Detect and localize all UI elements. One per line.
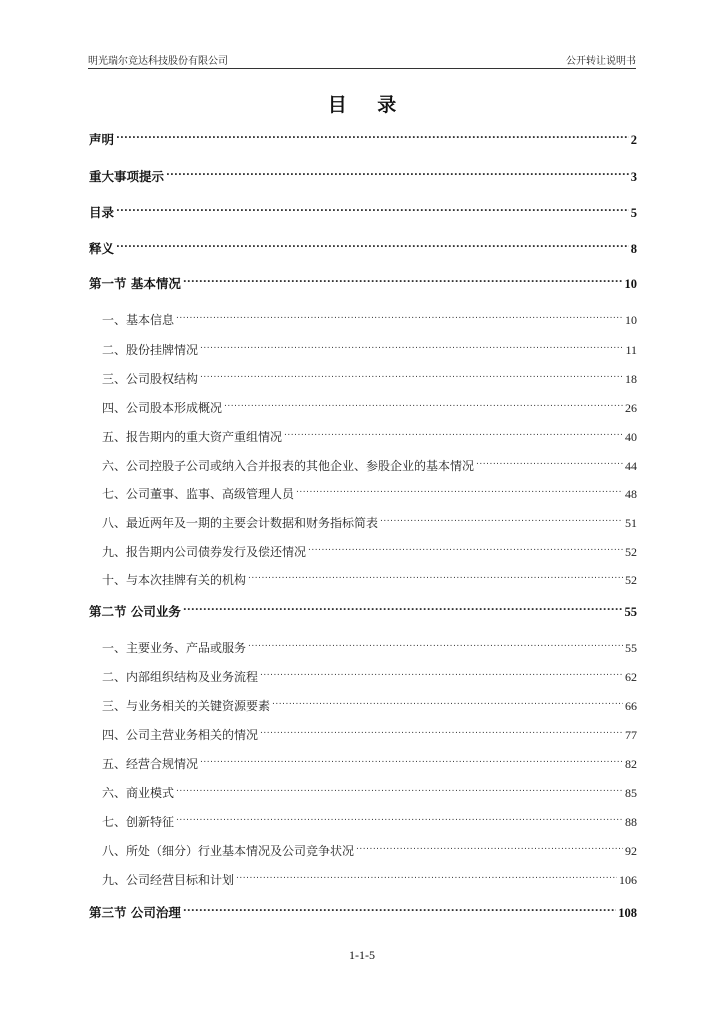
toc-entry[interactable] xyxy=(89,810,637,830)
toc-entry-label: 二、内部组织结构及业务流程 xyxy=(102,670,259,684)
toc-leader-dots xyxy=(176,308,623,324)
toc-leader-dots xyxy=(380,511,623,527)
toc-leader-dots xyxy=(224,396,623,412)
toc-entry-page: 44 xyxy=(625,459,637,473)
toc-entry-label: 一、主要业务、产品或服务 xyxy=(102,641,247,655)
toc-entry-label: 第二节 公司业务 xyxy=(89,604,181,619)
toc-entry[interactable] xyxy=(89,308,637,328)
toc-entry[interactable] xyxy=(89,482,637,502)
toc-entry[interactable] xyxy=(89,752,637,772)
toc-entry-label: 八、最近两年及一期的主要会计数据和财务指标简表 xyxy=(102,516,379,530)
toc-entry-page: 26 xyxy=(625,401,637,415)
toc-leader-dots xyxy=(116,128,629,144)
toc-entry-label: 七、公司董事、监事、高级管理人员 xyxy=(102,487,295,501)
toc-entry[interactable] xyxy=(89,540,637,560)
toc-entry-page: 88 xyxy=(625,815,637,829)
toc-entry-label: 九、公司经营目标和计划 xyxy=(102,873,235,887)
toc-entry[interactable] xyxy=(89,338,637,358)
toc-leader-dots xyxy=(284,425,623,441)
toc-leader-dots xyxy=(260,665,623,681)
page-number: 1-1-5 xyxy=(349,948,375,962)
toc-leader-dots xyxy=(166,165,629,181)
toc-entry-page: 48 xyxy=(625,487,637,501)
toc-entry-page: 55 xyxy=(624,605,637,619)
toc-leader-dots xyxy=(476,454,623,470)
toc-entry[interactable] xyxy=(89,128,637,148)
toc-entry-page: 77 xyxy=(625,728,637,742)
toc-leader-dots xyxy=(176,810,623,826)
toc-entry-page: 106 xyxy=(619,873,637,887)
toc-leader-dots xyxy=(176,781,623,797)
toc-entry[interactable] xyxy=(89,665,637,685)
toc-entry-label: 四、公司股本形成概况 xyxy=(102,401,223,415)
toc-entry-page: 82 xyxy=(625,757,637,771)
toc-entry[interactable] xyxy=(89,396,637,416)
toc-entry-page: 8 xyxy=(630,242,637,256)
toc-entry-label: 二、股份挂牌情况 xyxy=(102,343,199,357)
toc-entry[interactable] xyxy=(89,425,637,445)
toc-leader-dots xyxy=(183,272,623,288)
toc-entry[interactable] xyxy=(89,511,637,531)
toc-leader-dots xyxy=(308,540,623,556)
toc-entry-page: 10 xyxy=(624,277,637,291)
toc-entry-label: 释义 xyxy=(89,241,115,256)
toc-entry-label: 一、基本信息 xyxy=(102,313,175,327)
toc-entry-page: 92 xyxy=(625,844,637,858)
page-header xyxy=(88,52,636,69)
toc-entry-label: 六、商业模式 xyxy=(102,786,175,800)
toc-entry-label: 三、公司股权结构 xyxy=(102,372,199,386)
toc-entry-label: 五、报告期内的重大资产重组情况 xyxy=(102,430,283,444)
toc-leader-dots xyxy=(200,367,623,383)
toc-entry[interactable] xyxy=(89,694,637,714)
toc-entry[interactable] xyxy=(89,600,637,620)
toc-entry[interactable] xyxy=(89,454,637,474)
toc-leader-dots xyxy=(183,600,623,616)
toc-entry-page: 108 xyxy=(618,906,637,920)
toc-leader-dots xyxy=(356,839,623,855)
toc-entry-page: 52 xyxy=(625,573,637,587)
toc-entry[interactable] xyxy=(89,839,637,859)
toc-entry-label: 五、经营合规情况 xyxy=(102,757,199,771)
toc-entry-page: 40 xyxy=(625,430,637,444)
toc-entry-label: 十、与本次挂牌有关的机构 xyxy=(102,573,247,587)
toc-entry-label: 第一节 基本情况 xyxy=(89,276,181,291)
toc-entry[interactable] xyxy=(89,272,637,292)
toc-entry-label: 重大事项提示 xyxy=(89,169,165,184)
toc-leader-dots xyxy=(248,568,623,584)
toc-entry-label: 三、与业务相关的关键资源要素 xyxy=(102,699,271,713)
toc-entry-page: 3 xyxy=(630,170,637,184)
toc-entry-label: 目录 xyxy=(89,205,115,220)
toc-entry-label: 四、公司主营业务相关的情况 xyxy=(102,728,259,742)
toc-leader-dots xyxy=(236,868,617,884)
toc-leader-dots xyxy=(272,694,623,710)
toc-entry-label: 第三节 公司治理 xyxy=(89,905,181,920)
page-title: 目 录 xyxy=(327,94,409,116)
toc-entry-page: 55 xyxy=(625,641,637,655)
toc-entry[interactable] xyxy=(89,723,637,743)
toc-entry-page: 10 xyxy=(625,313,637,327)
toc-entry-page: 52 xyxy=(625,545,637,559)
toc-entry[interactable] xyxy=(89,237,637,257)
toc-entry[interactable] xyxy=(89,781,637,801)
toc-entry[interactable] xyxy=(89,201,637,221)
header-company: 明光瑞尔竞达科技股份有限公司 xyxy=(88,56,228,67)
toc-entry-label: 八、所处（细分）行业基本情况及公司竞争状况 xyxy=(102,844,355,858)
toc-entry-page: 66 xyxy=(625,699,637,713)
toc-leader-dots xyxy=(296,482,623,498)
toc-entry[interactable] xyxy=(89,868,637,888)
toc-leader-dots xyxy=(116,237,629,253)
toc-entry-label: 六、公司控股子公司或纳入合并报表的其他企业、参股企业的基本情况 xyxy=(102,459,475,473)
toc-entry[interactable] xyxy=(89,367,637,387)
toc-entry[interactable] xyxy=(89,165,637,185)
toc-entry-label: 九、报告期内公司债券发行及偿还情况 xyxy=(102,545,307,559)
toc-entry[interactable] xyxy=(89,901,637,921)
toc-leader-dots xyxy=(200,752,623,768)
toc-entry-page: 5 xyxy=(630,206,637,220)
toc-entry-label: 声明 xyxy=(89,132,115,147)
toc-leader-dots xyxy=(116,201,629,217)
toc-entry[interactable] xyxy=(89,636,637,656)
toc-leader-dots xyxy=(200,338,623,354)
toc-entry[interactable] xyxy=(89,568,637,588)
toc-entry-page: 85 xyxy=(625,786,637,800)
toc-entry-page: 62 xyxy=(625,670,637,684)
header-doc-title: 公开转让说明书 xyxy=(566,56,636,67)
toc-entry-label: 七、创新特征 xyxy=(102,815,175,829)
toc-leader-dots xyxy=(260,723,623,739)
toc-entry-page: 51 xyxy=(625,516,637,530)
toc-leader-dots xyxy=(248,636,623,652)
toc-entry-page: 18 xyxy=(625,372,637,386)
toc-entry-page: 11 xyxy=(625,343,637,357)
toc-entry-page: 2 xyxy=(630,133,637,147)
toc-leader-dots xyxy=(183,901,616,917)
